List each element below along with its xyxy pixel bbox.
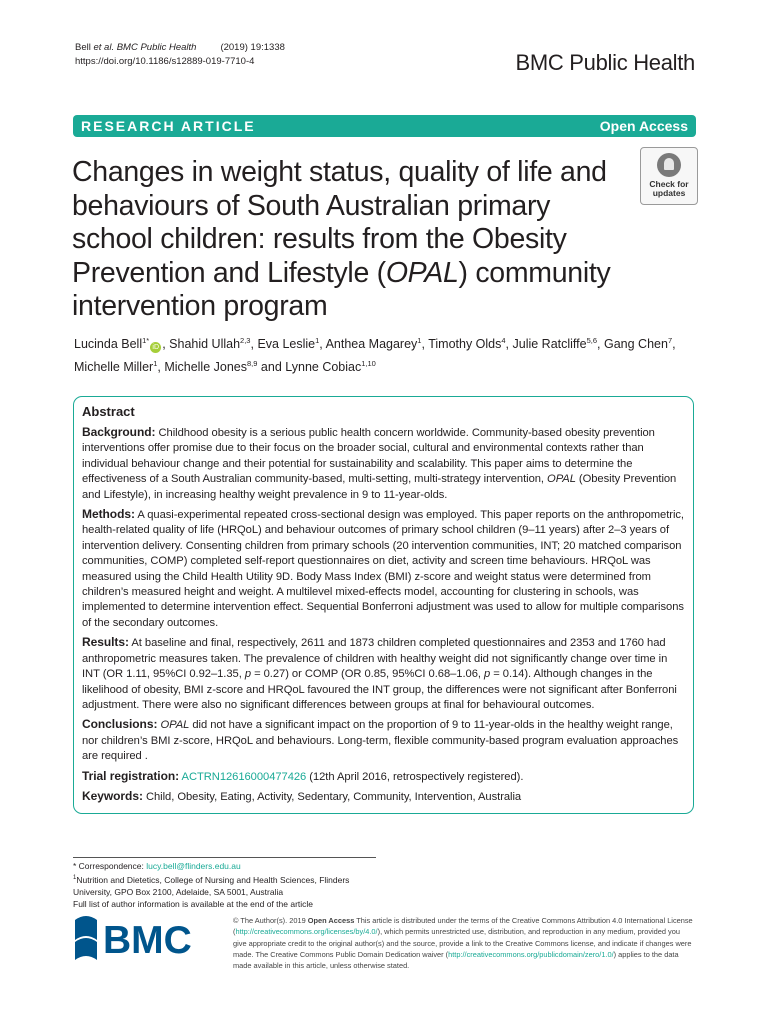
author-name: Anthea Magarey <box>325 337 418 352</box>
results-text-c: = 0.14). Although changes in the likelihood of obesity, BMI z-score and HRQoL favoured the INT group, the differences were not significant after Bonferroni adjustment. There were also no significant differences between groups at final for behavioural outcomes. <box>82 668 677 711</box>
author-separator: and <box>257 360 286 375</box>
bmc-logo-mark <box>75 916 97 960</box>
author-name: Julie Ratcliffe <box>512 337 587 352</box>
license-open-access: Open Access <box>307 916 355 925</box>
article-type-banner <box>73 115 696 137</box>
results-label: Results: <box>82 635 129 650</box>
citation-author: Bell <box>75 42 91 53</box>
affiliation-text: Nutrition and Dietetics, College of Nursing and Health Sciences, Flinders University, GPO Box 2100, Adelaide, SA 5001, Australia <box>73 874 350 897</box>
author-separator: , <box>157 360 165 375</box>
correspondence-label: * Correspondence: <box>73 861 147 871</box>
results-p2: p <box>483 668 491 681</box>
article-citation <box>75 41 285 69</box>
author-separator: , <box>250 337 258 352</box>
cc-by-link[interactable]: http://creativecommons.org/licenses/by/4.0/ <box>235 927 378 937</box>
background-italic: OPAL <box>547 473 576 486</box>
license-text-c: ) applies to the data made available in this article, unless otherwise stated. <box>233 949 679 971</box>
abstract-keywords <box>82 789 685 805</box>
results-p1: p <box>244 668 252 681</box>
author-affiliation-sup: 2,3 <box>240 336 251 345</box>
doi-link[interactable]: https://doi.org/10.1186/s12889-019-7710-4 <box>75 56 255 67</box>
correspondence-email-link[interactable]: lucy.bell@flinders.edu.au <box>146 861 241 871</box>
conclusions-text: did not have a significant impact on the proportion of 9 to 11-year-olds in the healthy weight range, nor children’s BMI z-score, HRQoL and behaviours. Long-term, flexible community-based program evaluation approaches are required . <box>82 719 679 763</box>
crossmark-icon <box>657 153 681 177</box>
license-statement <box>233 915 695 971</box>
citation-journal: et al. BMC Public Health <box>93 42 197 53</box>
open-access-label: Open Access <box>599 118 688 134</box>
journal-name: BMC Public Health <box>515 50 695 75</box>
title-part2: ) community intervention program <box>72 256 611 322</box>
author-name: Michelle Jones <box>164 360 247 375</box>
footnote-divider <box>73 857 376 858</box>
author-affiliation-sup: 1 <box>153 359 158 369</box>
author-separator: , <box>672 337 676 352</box>
author-separator: , <box>505 337 513 352</box>
crossmark-text <box>641 180 697 198</box>
crossmark-line2: updates <box>652 188 686 198</box>
abstract-box <box>73 396 694 814</box>
author-name: Michelle Miller <box>74 360 154 375</box>
background-text-b: (Obesity Prevention and Lifestyle), in increasing healthy weight prevalence in 9 to 11-year-olds. <box>82 473 677 501</box>
title-part1: Changes in weight status, quality of life and behaviours of South Australian primary school children: results from the Obesity Prevention and Lifestyle ( <box>72 156 607 289</box>
trial-text: (12th April 2016, retrospectively registered). <box>306 770 524 783</box>
bmc-logo-text: BMC <box>103 919 192 962</box>
citation-line <box>75 41 285 55</box>
article-type-label: RESEARCH ARTICLE <box>81 118 256 134</box>
license-copyright: © The Author(s). 2019 <box>233 916 308 925</box>
bmc-logo <box>73 912 221 962</box>
author-name: Lucinda Bell <box>74 337 143 352</box>
author-name: Timothy Olds <box>428 337 502 352</box>
affiliation <box>73 872 383 898</box>
trial-label: Trial registration: <box>82 768 180 783</box>
affiliation-sup: 1 <box>73 875 77 881</box>
title-italic: OPAL <box>385 256 459 289</box>
methods-label: Methods: <box>82 507 135 522</box>
abstract-conclusions <box>82 717 685 764</box>
conclusions-italic: OPAL <box>160 719 190 732</box>
background-label: Background: <box>82 425 156 439</box>
results-text-a: At baseline and final, respectively, 2611 and 1873 children completed questionnaires and 2353 and 1760 had anthropometric measures taken. The prevalence of children with healthy weight did not significantly change over time in INT (OR 1.11, 95%CI 0.92–1.35, <box>82 637 668 681</box>
abstract-results <box>82 635 685 713</box>
check-for-updates-badge[interactable] <box>640 147 698 205</box>
author-separator: , <box>162 337 170 352</box>
orcid-icon[interactable]: iD <box>150 342 161 353</box>
author-affiliation-sup: 7 <box>667 336 673 345</box>
citation-year: (2019) 19:1338 <box>220 42 285 53</box>
correspondence <box>73 860 383 872</box>
license-text-b: ), which permits unrestricted use, distribution, and reproduction in any medium, provided you give appropriate credit to the original author(s) and the source, provide a link to the Creative Commons license, and indicate if changes were made. The Creative Commons Public Domain Dedication waiver ( <box>233 927 692 959</box>
trial-registration-link[interactable]: ACTRN12616000477426 <box>181 770 307 783</box>
abstract-trial-registration <box>82 769 685 785</box>
author-name: Gang Chen <box>604 337 668 352</box>
abstract-methods <box>82 507 685 631</box>
crossmark-line1: Check for <box>649 179 689 189</box>
author-affiliation-sup: 1 <box>315 336 320 345</box>
keywords-label: Keywords: <box>82 788 143 803</box>
background-text-a: Childhood obesity is a serious public health concern worldwide. Community-based obesity prevention interventions offer promise due to their focus on the broader social, cultural and environmental contexts rather than individual behaviour change and their potential for sustainability and scalability. This paper aims to determine the effectiveness of a South Australian community-based, multi-setting, multi-strategy intervention, <box>82 427 655 486</box>
license-text-a: This article is distributed under the terms of the Creative Commons Attribution 4.0 International License ( <box>233 916 693 937</box>
keywords-text: Child, Obesity, Eating, Activity, Sedentary, Community, Intervention, Australia <box>142 790 522 803</box>
author-separator: , <box>421 337 429 352</box>
author-affiliation-sup: 1,10 <box>361 359 376 369</box>
abstract-background <box>82 425 685 503</box>
methods-text: A quasi-experimental repeated cross-sectional design was employed. This paper reports on the anthropometric, health-related quality of life (HRQoL) and behaviour outcomes of primary school children (9–11 years) after 2–3 years of intervention delivery. Consenting children from primary schools (20 intervention communities, INT; 20 matched comparison communities, COMP) completed self-report questionnaires on diet, activity and screen time behaviours. HRQoL was measured using the Child Health Utility 9D. Body Mass Index (BMI) z-score and weight status were determined from children’s measured height and weight. A multilevel mixed-effects model, accounting for clustering in schools, was implemented to determine intervention effect. Sequential Bonferroni adjustment was used to allow for multiple comparisons of the secondary outcomes. <box>82 509 684 629</box>
cc-zero-link[interactable]: http://creativecommons.org/publicdomain/zero/1.0/ <box>448 949 614 959</box>
author-separator: , <box>319 337 326 352</box>
results-text-b: = 0.27) or COMP (OR 0.85, 95%CI 0.68–1.06, <box>251 668 484 681</box>
conclusions-label: Conclusions: <box>82 717 158 732</box>
author-affiliation-sup: 8,9 <box>247 359 258 369</box>
abstract-heading: Abstract <box>82 404 135 419</box>
footnotes <box>73 860 383 910</box>
article-title <box>72 156 632 324</box>
author-separator: , <box>597 337 604 352</box>
author-affiliation-sup: 5,6 <box>586 336 598 345</box>
author-affiliation-sup: 1* <box>142 336 150 345</box>
author-info-note: Full list of author information is available at the end of the article <box>73 898 314 909</box>
author-list <box>74 331 699 377</box>
author-affiliation-sup: 1 <box>417 336 422 345</box>
author-affiliation-sup: 4 <box>501 336 506 345</box>
author-name: Shahid Ullah <box>169 337 241 352</box>
author-name: Lynne Cobiac <box>285 360 362 375</box>
author-name: Eva Leslie <box>257 337 316 352</box>
